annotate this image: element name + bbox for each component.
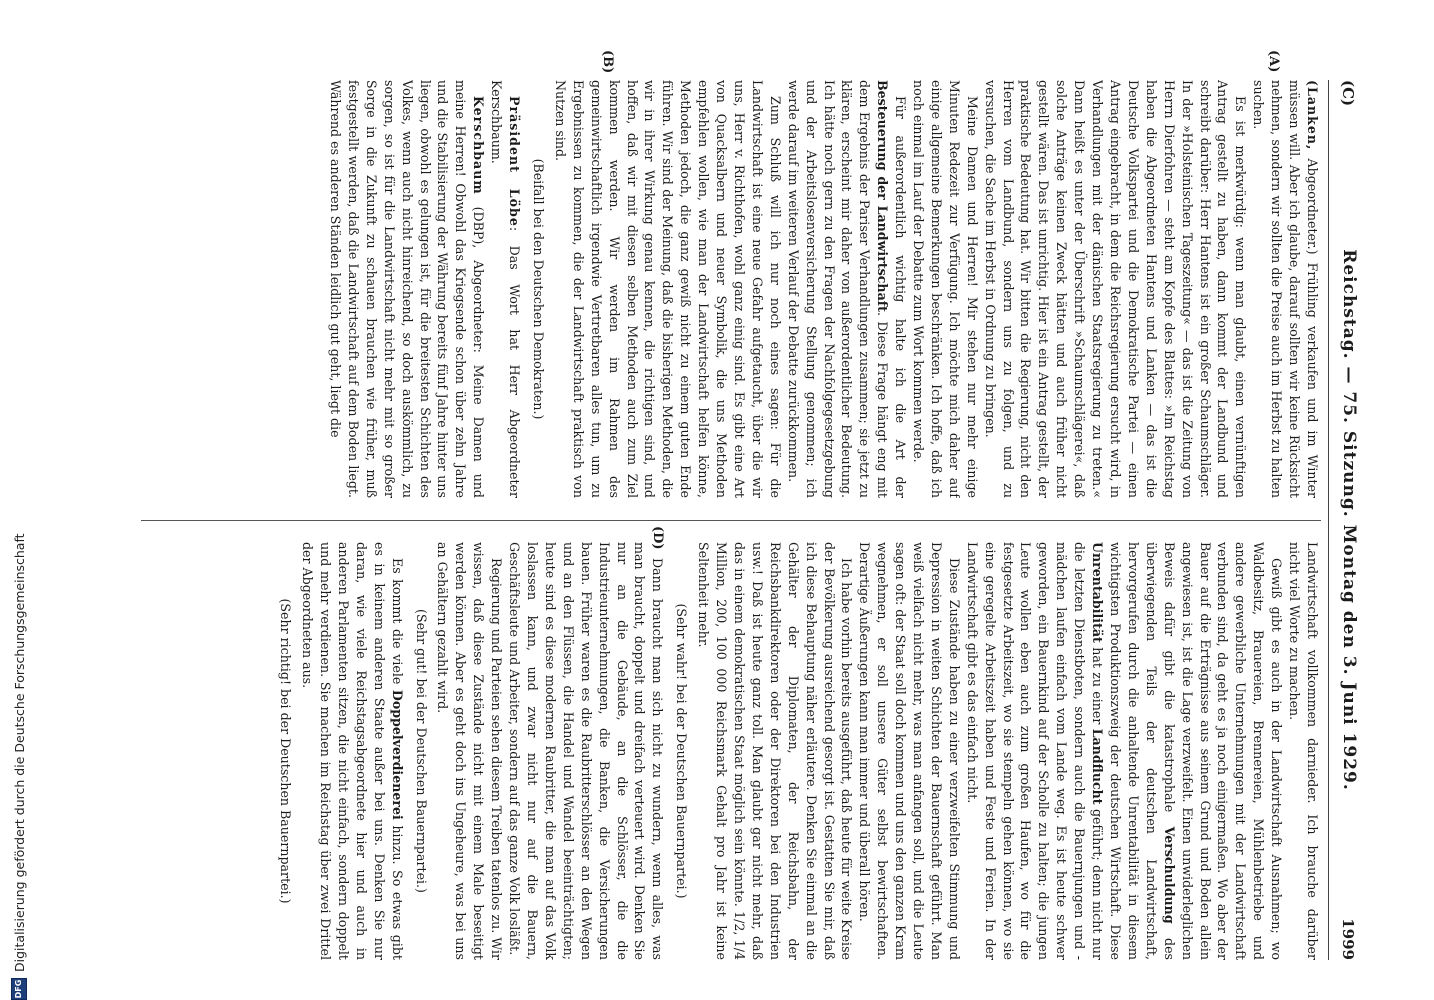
left-column [125, 80, 1321, 498]
margin-marker-d: (D) [650, 526, 665, 550]
paragraph: Dann braucht man sich nicht zu wundern, wenn alles, was man braucht, doppelt und dreifach verteuert wird. Denken Sie nur an die Gebäude, an die Schlösser, die die Industrieunternehmungen, die Banken, die Versicherungen bauen. Früher waren es die Raubritterschlösser an den Wegen und an den Flüssen, die Handel und Wandel beeinträchtigten; heute sind es diese modernen Raubritter, die man auf das Volk loslassen kann, und zwar nicht nur auf die Bauern, Geschäftsleute und Arbeiter, sondern auf das ganze Volk losläßt. [507, 542, 666, 960]
emphasis: Besteuerung der Landwirtschaft [875, 80, 891, 312]
margin-marker-b: (B) [600, 50, 615, 74]
header-marker: (C) [1339, 80, 1357, 107]
rotated-page [125, 50, 1365, 960]
page-header [1329, 80, 1365, 960]
speaker-name: Kerschbaum [471, 96, 487, 195]
right-column [125, 542, 1321, 960]
header-title: Reichstag. — 75. Sitzung. Montag den 3. Juni 1929. [1339, 249, 1359, 791]
text-run: hinzu. So etwas gibt es in keinem anderen Staate außer bei uns. Denken Sie nur daran, wie viele Reichstagsabgeordnete hier und auch in anderen Parlamenten sitzen, die nicht einfach, sondern doppelt und mehr verdienen. Sie machen im Reichstag über zwei Drittel der Abgeordneten aus. [300, 542, 405, 960]
header-rule [1328, 80, 1329, 960]
dfg-logo-icon: DFG [11, 978, 27, 1000]
speaker-name: (Lanken, [1305, 80, 1320, 151]
text-run: geführt; denn nicht nur die letzten Dienstboten, sondern auch die Bauernjungen und -mädchen laufen einfach vom Lande weg. Es ist heute schwer geworden, ein Bauernkind auf der Scholle zu halten; die jungen Leute wollen eben auch zum großen Haufen, wo für die festgesetzte Arbeitszeit, wo sie stempeln gehen können, wo sie eine geregelte Arbeitszeit haben und Feste und Ferien. In der Landwirtschaft gibt es das einfach nicht. [964, 542, 1106, 960]
emphasis: Landflucht [1090, 728, 1106, 805]
paragraph: Landwirtschaft vollkommen darnieder. Ich brauche darüber nicht viel Worte zu machen. [1287, 542, 1320, 960]
interjection-note: (Sehr richtig! bei der Deutschen Bauernpartei.) [278, 598, 294, 904]
paragraph: Zum Schluß will ich nur noch eines sagen: Für die Landwirtschaft ist eine neue Gefahr aufgetaucht, über die wir uns, Herr v. Richthofen, wohl ganz einig sind. Es gibt eine Art von Quacksalbern und neuer Symbolik, die uns Methoden empfehlen wollen, wie man der Landwirtschaft helfen könne, Methoden jedoch, die ganz gewiß nicht zu einem guten Ende führen. Wir sind der Meinung, daß die bisherigen Methoden, die wir in ihrer Wirkung genau kennen, die richtigen sind, und hoffen, daß wir mit diesen selben Methoden auch zum Ziel kommen werden. Wir werden im Rahmen des gemeinwirtschaftlich irgendwie Vertretbaren alles tun, um zu Ergebnissen zu kommen, die der Landwirtschaft praktisch von Nutzen sind. [552, 80, 783, 498]
paragraph [487, 80, 523, 498]
text-run: des überwiegenden Teils der deutschen Landwirtschaft, hervorgerufen durch die anhaltende Unrentabilität in diesem wichtigsten Produktionszweig der deutschen Wirtschaft. Diese [1108, 542, 1177, 960]
funding-footer [8, 0, 30, 1000]
emphasis: Doppelverdienerei [389, 689, 405, 820]
paragraph: Ich habe vorhin bereits ausgeführt, daß heute für weite Kreise der Bevölkerung ausreichend gesorgt ist. Gestatten Sie mir, daß ich diese Behauptung näher erläutere. Denken Sie einmal an die Gehälter der Diplomaten, der Reichsbahn, der Reichsbankdirektoren oder der Direktoren bei den Industrien usw.! Daß ist heute ganz toll. Man glaubt gar nicht mehr, daß das in einem demokratischen Staat möglich sein könnte. 1/2, 1/4 Million, 200, 100 000 Reichsmark Gehalt pro Jahr ist keine Seltenheit mehr. [696, 542, 855, 960]
paragraph-text: Frühling verkaufen und im Winter müssen will. Aber ich glaube, darauf sollten wir keine Rücksicht nehmen, sondern wir sollten die Preise auch im Herbst zu halten suchen. [1251, 80, 1320, 498]
paragraph [1249, 80, 1321, 498]
text-run: hat zu einer [1090, 642, 1106, 729]
paragraph: Es ist merkwürdig: wenn man glaubt, einen vernünftigen Antrag gestellt zu haben, dann kommt der Landbund und schreibt darüber: Herr Hantens ist ein großer Schaumschläger. In der »Holsteinischen Tageszeitung« — das ist die Zeitung von Herrn Dierfohren — steht am Kopfe des Blattes: »Im Reichstag haben die Abgeordneten Hantens und Lanken — das ist die Deutsche Volkspartei und die Demokratische Partei — einen Antrag eingebracht, in dem die Reichsregierung ersucht wird, in Verhandlungen mit der dänischen Staatsregierung zu treten.« Dann heißt es unter der Überschrift »Schaumschlägerei«, daß solche Anträge keinen Zweck hätten und auch früher nicht gestellt wären. Das ist unrichtig. Hier ist ein Antrag gestellt, der praktische Bedeutung hat. Wir bitten die Regierung, nicht den Herren vom Landbund, sondern uns zu folgen, und zu versuchen, die Sache im Herbst in Ordnung zu bringen. [982, 80, 1249, 498]
applause-note: (Beifall bei den Deutschen Demokraten.) [531, 158, 547, 420]
paragraph [298, 542, 405, 960]
paragraph: Meine Damen und Herren! Mir stehen nur mehr einige Minuten Redezeit zur Verfügung. Ich möchte mich daher auf einige allgemeine Bemerkungen beschränken. Ich hoffe, daß ich noch einmal im Lauf der Debatte zum Wort kommen werde. [911, 80, 980, 498]
paragraph [326, 80, 487, 498]
page-number: 1999 [1339, 918, 1357, 960]
paragraph: Regierung und Parteien sehen diesem Treiben tatenlos zu. Wir wissen, daß diese Zustände nicht mit einem Male beseitigt werden können. Aber es geht doch ins Ungeheure, was bei uns an Gehältern gezahlt wird. [435, 542, 505, 960]
text-run: Es kommt die viele [389, 558, 405, 690]
emphasis: Verschuldung [1161, 826, 1177, 924]
text-run: Gewiß gibt es auch in der Landwirtschaft Ausnahmen; wo Waldbesitz, Brauereien, Brennereien, Mühlenbetriebe und andere gewerbliche Unternehmungen mit der Landwirtschaft verbunden sind, da geht es ja noch einigermaßen. Wo aber der Bauer auf die Erträgnisse aus seinem Grund und Boden allein angewiesen ist, ist die Lage verzweifelt. Einen unwiderleglichen Beweis dafür gibt die katastrophale [1161, 542, 1285, 960]
column-divider [141, 520, 1321, 521]
text-run: : Das Wort hat Herr Abgeordneter Kerschbaum. [489, 80, 523, 498]
text-run: . Diese Frage hängt eng mit dem Ergebnis der Pariser Verhandlungen zusammen; sie jetzt zu klären, erscheint mir daher von außerordentlicher Bedeutung. Ich hätte noch gern zu den Fragen der Nachfolgegesetzgebung und der Arbeitslosenversicherung Stellung genommen; ich werde darauf im weiteren Verlauf der Debatte zurückkommen. [785, 80, 891, 498]
interjection-note: (Sehr wahr! bei der Deutschen Bauernpartei.) [674, 603, 690, 899]
funding-note: Digitalisierung gefördert durch die Deutsche Forschungsgemeinschaft [11, 533, 27, 972]
emphasis: Unrentabilität [1090, 542, 1106, 643]
paragraph [784, 80, 909, 498]
margin-marker-a: (A) [1266, 50, 1281, 73]
text-run: (DBP), Abgeordneter: Meine Damen und meine Herren! Obwohl das Kriegsende schon über zehn Jahre und die Stabilisierung der Währung bereits fünf Jahre hinter uns liegen, obwohl es gelungen ist, für die breitesten Schichten des Volkes, wenn auch nicht hinreichend, so doch auskömmlich, zu sorgen, so ist für die Landwirtschaft nicht mehr mit so großer Sorge in die Zukunft zu schauen brauchen wie früher, muß festgestellt werden, daß die Landwirtschaft auf dem Boden liegt. Während es anderen Ständen leidlich gut geht, liegt die [328, 80, 487, 498]
paragraph [963, 542, 1285, 960]
president-name: Präsident Löbe [507, 96, 523, 227]
speaker-role: Abgeordneter.) [1305, 158, 1320, 255]
interjection-note: (Sehr gut! bei der Deutschen Bauernpartei.) [413, 609, 429, 893]
text-run: Für außerordentlich wichtig halte ich die Art der [893, 96, 909, 498]
paragraph: Diese Zustände haben zu einer verzweifelten Stimmung und Depression in weiten Schichten der Bauernschaft geführt. Man weiß vielfach nicht mehr, was man anfangen soll, und die Leute sagen oft: der Staat soll doch kommen und uns den ganzen Kram wegnehmen, er soll unsere Güter selbst bewirtschaften. Derartige Äußerungen kann man immer und überall hören. [857, 542, 962, 960]
